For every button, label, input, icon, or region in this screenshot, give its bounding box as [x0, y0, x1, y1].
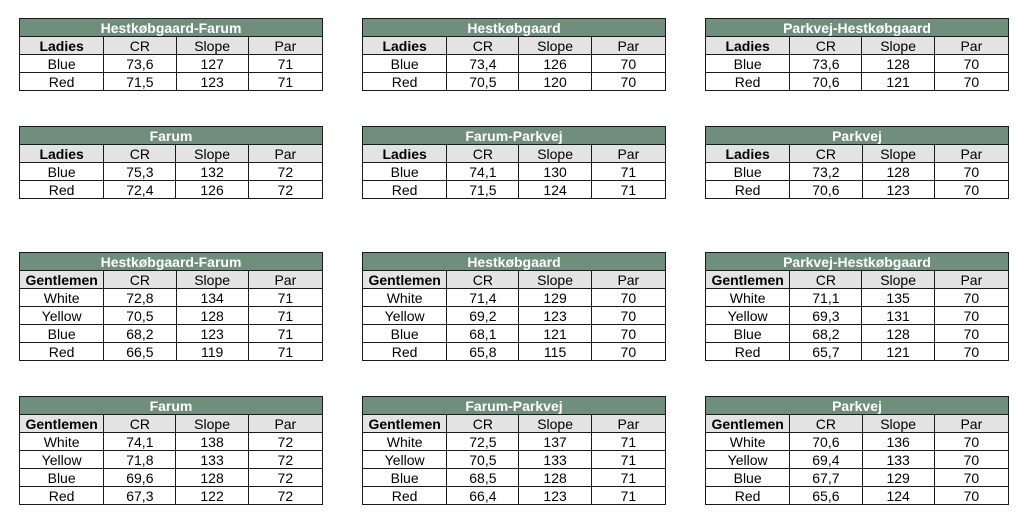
- table-row: [20, 451, 323, 469]
- tee-color-cell: Blue: [363, 163, 447, 181]
- cr-cell: 70,5: [447, 73, 519, 91]
- rating-table: [362, 18, 666, 91]
- rating-table: [705, 252, 1009, 361]
- column-header: Slope: [862, 37, 934, 55]
- table-row: [706, 487, 1009, 505]
- slope-cell: 138: [176, 433, 248, 451]
- column-header: CR: [447, 271, 519, 289]
- par-cell: 71: [248, 73, 322, 91]
- course-title: Parkvej: [706, 127, 1009, 145]
- column-header: Slope: [519, 145, 591, 163]
- table-row: [363, 289, 666, 307]
- column-header: CR: [790, 415, 862, 433]
- rating-table: [705, 18, 1009, 91]
- column-header: Par: [591, 271, 665, 289]
- column-header: CR: [790, 145, 862, 163]
- cr-cell: 71,1: [790, 289, 862, 307]
- column-header: Slope: [176, 37, 248, 55]
- par-cell: 71: [591, 469, 665, 487]
- column-header: Par: [591, 145, 665, 163]
- tee-color-cell: Yellow: [363, 307, 447, 325]
- par-cell: 70: [591, 55, 665, 73]
- column-header: Par: [248, 271, 322, 289]
- category-header: Gentlemen: [706, 271, 790, 289]
- column-header: Slope: [176, 415, 248, 433]
- cr-cell: 67,7: [790, 469, 862, 487]
- slope-cell: 133: [862, 451, 934, 469]
- table-row: [20, 343, 323, 361]
- table-row: [20, 487, 323, 505]
- par-cell: 72: [248, 181, 322, 199]
- par-cell: 71: [248, 55, 322, 73]
- cr-cell: 70,6: [790, 181, 862, 199]
- column-header: CR: [104, 145, 176, 163]
- slope-cell: 115: [519, 343, 591, 361]
- tee-color-cell: White: [706, 289, 790, 307]
- tee-color-cell: Red: [363, 181, 447, 199]
- column-header: Slope: [519, 415, 591, 433]
- tee-color-cell: Blue: [706, 469, 790, 487]
- tee-color-cell: Red: [20, 73, 104, 91]
- course-title: Hestkøbgaard: [363, 253, 666, 271]
- table-row: [20, 325, 323, 343]
- course-title: Farum: [20, 397, 323, 415]
- tee-color-cell: Yellow: [20, 451, 104, 469]
- tee-color-cell: Yellow: [706, 307, 790, 325]
- category-header: Ladies: [706, 145, 790, 163]
- tee-color-cell: Blue: [706, 163, 790, 181]
- par-cell: 71: [591, 433, 665, 451]
- cr-cell: 70,6: [790, 73, 862, 91]
- cr-cell: 67,3: [104, 487, 176, 505]
- table-row: [706, 325, 1009, 343]
- column-header: Par: [934, 271, 1008, 289]
- cr-cell: 73,4: [447, 55, 519, 73]
- slope-cell: 126: [519, 55, 591, 73]
- slope-cell: 121: [519, 325, 591, 343]
- cr-cell: 65,7: [790, 343, 862, 361]
- par-cell: 71: [591, 487, 665, 505]
- par-cell: 70: [591, 325, 665, 343]
- column-header: Par: [248, 145, 322, 163]
- column-header: Slope: [862, 145, 934, 163]
- par-cell: 70: [934, 307, 1008, 325]
- slope-cell: 132: [176, 163, 248, 181]
- cr-cell: 71,8: [104, 451, 176, 469]
- cr-cell: 72,8: [104, 289, 176, 307]
- column-header: Par: [248, 37, 322, 55]
- tee-color-cell: Blue: [363, 325, 447, 343]
- slope-cell: 121: [862, 73, 934, 91]
- rating-table: [19, 252, 323, 361]
- cr-cell: 74,1: [447, 163, 519, 181]
- slope-cell: 123: [862, 181, 934, 199]
- cr-cell: 71,4: [447, 289, 519, 307]
- cr-cell: 66,4: [447, 487, 519, 505]
- course-title: Parkvej-Hestkøbgaard: [706, 19, 1009, 37]
- cr-cell: 70,6: [790, 433, 862, 451]
- slope-cell: 129: [862, 469, 934, 487]
- course-title: Farum-Parkvej: [363, 397, 666, 415]
- column-header: Par: [934, 415, 1008, 433]
- par-cell: 71: [591, 181, 665, 199]
- tee-color-cell: Red: [20, 343, 104, 361]
- cr-cell: 70,5: [104, 307, 176, 325]
- tee-color-cell: White: [363, 289, 447, 307]
- column-header: CR: [790, 37, 862, 55]
- rating-table: [362, 252, 666, 361]
- cr-cell: 66,5: [104, 343, 176, 361]
- par-cell: 70: [934, 343, 1008, 361]
- rating-table: [19, 18, 323, 91]
- cr-cell: 74,1: [104, 433, 176, 451]
- table-row: [706, 307, 1009, 325]
- column-header: CR: [104, 271, 176, 289]
- cr-cell: 69,6: [104, 469, 176, 487]
- column-header: Par: [934, 37, 1008, 55]
- slope-cell: 128: [862, 325, 934, 343]
- category-header: Ladies: [363, 145, 447, 163]
- par-cell: 72: [248, 487, 322, 505]
- slope-cell: 128: [176, 307, 248, 325]
- tee-color-cell: Yellow: [363, 451, 447, 469]
- slope-cell: 123: [519, 307, 591, 325]
- table-row: [20, 433, 323, 451]
- slope-cell: 123: [176, 325, 248, 343]
- tee-color-cell: Red: [706, 73, 790, 91]
- tee-color-cell: Red: [706, 487, 790, 505]
- column-header: CR: [104, 37, 176, 55]
- cr-cell: 72,5: [447, 433, 519, 451]
- par-cell: 71: [248, 343, 322, 361]
- rating-table: [19, 126, 323, 199]
- table-row: [20, 55, 323, 73]
- par-cell: 70: [591, 307, 665, 325]
- cr-cell: 71,5: [104, 73, 176, 91]
- table-row: [706, 433, 1009, 451]
- slope-cell: 135: [862, 289, 934, 307]
- course-title: Parkvej: [706, 397, 1009, 415]
- category-header: Gentlemen: [363, 271, 447, 289]
- slope-cell: 124: [862, 487, 934, 505]
- column-header: Slope: [519, 271, 591, 289]
- slope-cell: 119: [176, 343, 248, 361]
- par-cell: 70: [934, 469, 1008, 487]
- table-row: [706, 469, 1009, 487]
- par-cell: 70: [591, 289, 665, 307]
- tee-color-cell: Blue: [363, 55, 447, 73]
- par-cell: 70: [934, 325, 1008, 343]
- table-row: [706, 343, 1009, 361]
- par-cell: 72: [248, 433, 322, 451]
- category-header: Gentlemen: [20, 415, 104, 433]
- cr-cell: 65,8: [447, 343, 519, 361]
- tee-color-cell: Red: [363, 487, 447, 505]
- table-row: [363, 451, 666, 469]
- table-row: [363, 343, 666, 361]
- cr-cell: 71,5: [447, 181, 519, 199]
- par-cell: 71: [591, 163, 665, 181]
- slope-cell: 121: [862, 343, 934, 361]
- table-row: [363, 307, 666, 325]
- cr-cell: 68,2: [790, 325, 862, 343]
- course-title: Parkvej-Hestkøbgaard: [706, 253, 1009, 271]
- column-header: Slope: [519, 37, 591, 55]
- table-row: [706, 73, 1009, 91]
- tee-color-cell: Blue: [20, 55, 104, 73]
- tee-color-cell: Yellow: [20, 307, 104, 325]
- column-header: Slope: [862, 271, 934, 289]
- column-header: Par: [591, 37, 665, 55]
- tee-color-cell: Red: [706, 181, 790, 199]
- table-row: [20, 289, 323, 307]
- column-header: CR: [447, 37, 519, 55]
- tee-color-cell: Red: [363, 343, 447, 361]
- cr-cell: 68,5: [447, 469, 519, 487]
- table-row: [363, 163, 666, 181]
- slope-cell: 126: [176, 181, 248, 199]
- slope-cell: 124: [519, 181, 591, 199]
- category-header: Gentlemen: [706, 415, 790, 433]
- column-header: CR: [447, 415, 519, 433]
- course-title: Farum-Parkvej: [363, 127, 666, 145]
- par-cell: 71: [248, 307, 322, 325]
- par-cell: 70: [934, 181, 1008, 199]
- column-header: CR: [104, 415, 176, 433]
- table-row: [20, 307, 323, 325]
- par-cell: 70: [934, 433, 1008, 451]
- cr-cell: 73,6: [790, 55, 862, 73]
- column-header: Slope: [176, 271, 248, 289]
- cr-cell: 65,6: [790, 487, 862, 505]
- slope-cell: 129: [519, 289, 591, 307]
- tee-color-cell: Blue: [706, 55, 790, 73]
- tee-color-cell: White: [20, 289, 104, 307]
- tee-color-cell: Yellow: [706, 451, 790, 469]
- course-title: Farum: [20, 127, 323, 145]
- slope-cell: 131: [862, 307, 934, 325]
- tee-color-cell: White: [706, 433, 790, 451]
- table-row: [20, 181, 323, 199]
- table-row: [363, 55, 666, 73]
- course-title: Hestkøbgaard-Farum: [20, 253, 323, 271]
- par-cell: 71: [248, 325, 322, 343]
- par-cell: 72: [248, 163, 322, 181]
- table-row: [706, 451, 1009, 469]
- par-cell: 70: [934, 73, 1008, 91]
- cr-cell: 73,2: [790, 163, 862, 181]
- par-cell: 70: [934, 487, 1008, 505]
- cr-cell: 75,3: [104, 163, 176, 181]
- cr-cell: 73,6: [104, 55, 176, 73]
- table-row: [363, 181, 666, 199]
- slope-cell: 137: [519, 433, 591, 451]
- table-row: [706, 55, 1009, 73]
- slope-cell: 128: [176, 469, 248, 487]
- table-row: [706, 181, 1009, 199]
- category-header: Gentlemen: [20, 271, 104, 289]
- table-row: [706, 289, 1009, 307]
- course-title: Hestkøbgaard-Farum: [20, 19, 323, 37]
- par-cell: 70: [591, 73, 665, 91]
- cr-cell: 69,4: [790, 451, 862, 469]
- cr-cell: 69,3: [790, 307, 862, 325]
- cr-cell: 68,2: [104, 325, 176, 343]
- table-row: [363, 325, 666, 343]
- column-header: CR: [447, 145, 519, 163]
- column-header: Slope: [176, 145, 248, 163]
- table-row: [706, 163, 1009, 181]
- rating-table: [362, 126, 666, 199]
- column-header: Par: [591, 415, 665, 433]
- tee-color-cell: Blue: [20, 163, 104, 181]
- table-row: [20, 469, 323, 487]
- course-title: Hestkøbgaard: [363, 19, 666, 37]
- column-header: Slope: [862, 415, 934, 433]
- slope-cell: 128: [519, 469, 591, 487]
- par-cell: 70: [591, 343, 665, 361]
- cr-cell: 72,4: [104, 181, 176, 199]
- tee-color-cell: Red: [363, 73, 447, 91]
- slope-cell: 128: [862, 163, 934, 181]
- rating-table: [705, 396, 1009, 505]
- category-header: Ladies: [20, 37, 104, 55]
- tee-color-cell: Blue: [706, 325, 790, 343]
- table-row: [20, 163, 323, 181]
- column-header: Par: [248, 415, 322, 433]
- slope-cell: 134: [176, 289, 248, 307]
- par-cell: 72: [248, 451, 322, 469]
- slope-cell: 130: [519, 163, 591, 181]
- par-cell: 72: [248, 469, 322, 487]
- rating-table: [19, 396, 323, 505]
- rating-table: [362, 396, 666, 505]
- slope-cell: 133: [519, 451, 591, 469]
- rating-table: [705, 126, 1009, 199]
- tee-color-cell: Red: [20, 181, 104, 199]
- slope-cell: 128: [862, 55, 934, 73]
- category-header: Ladies: [706, 37, 790, 55]
- tee-color-cell: White: [363, 433, 447, 451]
- tee-color-cell: White: [20, 433, 104, 451]
- par-cell: 70: [934, 289, 1008, 307]
- slope-cell: 127: [176, 55, 248, 73]
- slope-cell: 122: [176, 487, 248, 505]
- cr-cell: 70,5: [447, 451, 519, 469]
- table-row: [363, 433, 666, 451]
- slope-cell: 136: [862, 433, 934, 451]
- table-row: [20, 73, 323, 91]
- column-header: CR: [790, 271, 862, 289]
- tee-color-cell: Blue: [20, 325, 104, 343]
- par-cell: 70: [934, 163, 1008, 181]
- cr-cell: 68,1: [447, 325, 519, 343]
- table-row: [363, 73, 666, 91]
- par-cell: 70: [934, 55, 1008, 73]
- slope-cell: 133: [176, 451, 248, 469]
- category-header: Gentlemen: [363, 415, 447, 433]
- par-cell: 71: [248, 289, 322, 307]
- category-header: Ladies: [20, 145, 104, 163]
- category-header: Ladies: [363, 37, 447, 55]
- table-row: [363, 487, 666, 505]
- par-cell: 71: [591, 451, 665, 469]
- tee-color-cell: Blue: [20, 469, 104, 487]
- column-header: Par: [934, 145, 1008, 163]
- tee-color-cell: Red: [706, 343, 790, 361]
- tee-color-cell: Red: [20, 487, 104, 505]
- slope-cell: 123: [519, 487, 591, 505]
- cr-cell: 69,2: [447, 307, 519, 325]
- slope-cell: 120: [519, 73, 591, 91]
- par-cell: 70: [934, 451, 1008, 469]
- slope-cell: 123: [176, 73, 248, 91]
- tee-color-cell: Blue: [363, 469, 447, 487]
- table-row: [363, 469, 666, 487]
